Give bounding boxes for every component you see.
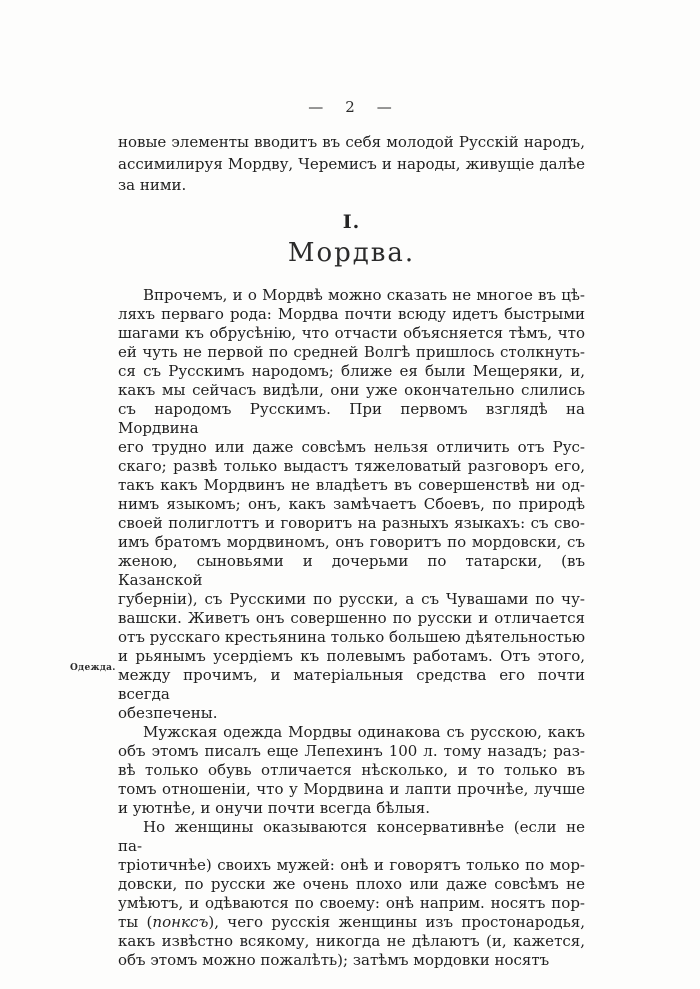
text-line: скаго; развѣ только выдастъ тяжеловатый разговоръ его, bbox=[118, 457, 585, 475]
page-header bbox=[0, 98, 700, 116]
text-line: какъ извѣстно всякому, никогда не дѣлаютъ (и, кажется, bbox=[118, 932, 585, 950]
text-line: какъ мы сейчасъ видѣли, они уже окончательно слились bbox=[118, 381, 585, 399]
text-line: обезпечены. bbox=[118, 704, 218, 722]
text-line: и рьянымъ усердіемъ къ полевымъ работамъ. Отъ этого, bbox=[118, 647, 585, 665]
margin-note: Одежда. bbox=[70, 663, 116, 673]
text-line: довски, по русски же очень плохо или даже совсѣмъ не bbox=[118, 875, 585, 893]
text-line: съ народомъ Русскимъ. При первомъ взглядѣ на Мордвина bbox=[118, 400, 585, 437]
text-line: и уютнѣе, и онучи почти всегда бѣлыя. bbox=[118, 799, 431, 817]
text-line: нимъ языкомъ; онъ, какъ замѣчаетъ Сбоевъ, по природѣ bbox=[118, 495, 585, 513]
text-line: объ этомъ писалъ еще Лепехинъ 100 л. тому назадъ; раз- bbox=[118, 742, 585, 760]
text-line: ассимилируя Мордву, Черемисъ и народы, живущіе далѣе bbox=[118, 154, 585, 173]
text-line: своей полиглоттъ и говоритъ на разныхъ языкахъ: съ сво- bbox=[118, 514, 585, 532]
text-line: новые элементы вводитъ въ себя молодой Русскій народъ, bbox=[118, 133, 585, 151]
header-left-dash: — bbox=[308, 98, 324, 116]
text-line: его трудно или даже совсѣмъ нельзя отличить отъ Рус- bbox=[118, 438, 585, 456]
text-line: ей чуть не первой по средней Волгѣ пришлось столкнуть- bbox=[118, 343, 585, 361]
text-line: умѣютъ, и одѣваются по своему: онѣ наприм. носятъ пор- bbox=[118, 894, 585, 912]
text-line: объ этомъ можно пожалѣть); затѣмъ мордовки носятъ bbox=[118, 951, 550, 969]
text-line: за ними. bbox=[118, 176, 187, 194]
text-line: губерніи), съ Русскими по русски, а съ Чувашами по чу- bbox=[118, 590, 585, 608]
text-line: ся съ Русскимъ народомъ; ближе ея были Мещеряки, и, bbox=[118, 362, 585, 380]
page-number: 2 bbox=[345, 98, 355, 116]
body-text-block bbox=[118, 286, 585, 970]
text-line: томъ отношеніи, что у Мордвина и лапти прочнѣе, лучше bbox=[118, 780, 585, 798]
text-line: шагами къ обрусѣнію, что отчасти объясняется тѣмъ, что bbox=[118, 324, 585, 342]
continuation-paragraph bbox=[118, 132, 585, 197]
text-line: Впрочемъ, и о Мордвѣ можно сказать не многое въ цѣ- bbox=[143, 286, 585, 304]
text-line: Мужская одежда Мордвы одинакова съ русскою, какъ bbox=[143, 723, 585, 741]
section-numeral: I. bbox=[342, 211, 361, 233]
header-right-dash: — bbox=[376, 98, 392, 116]
text-line: вѣ только обувь отличается нѣсколько, и то только въ bbox=[118, 761, 585, 779]
text-line: отъ русскаго крестьянина только большею дѣятельностью bbox=[118, 628, 585, 646]
text-line: между прочимъ, и матеріальныя средства его почти всегда bbox=[118, 666, 585, 703]
text-line: вашски. Живетъ онъ совершенно по русски и отличается bbox=[118, 609, 585, 627]
italic-term: понксъ bbox=[152, 913, 209, 931]
text-line: Но женщины оказываются консервативнѣе (если не па- bbox=[118, 818, 585, 855]
text-line: такъ какъ Мордвинъ не владѣетъ въ совершенствѣ ни од- bbox=[118, 476, 585, 494]
text-line: женою, сыновьями и дочерьми по татарски, (въ Казанской bbox=[118, 552, 585, 589]
section-title: Мордва. bbox=[287, 238, 416, 268]
text-line: ляхъ перваго рода: Мордва почти всюду идетъ быстрыми bbox=[118, 305, 585, 323]
text-line: ты (понксъ), чего русскія женщины изъ простонародья, bbox=[118, 913, 585, 931]
text-line: имъ братомъ мордвиномъ, онъ говоритъ по мордовски, съ bbox=[118, 533, 585, 551]
text-line: тріотичнѣе) своихъ мужей: онѣ и говорятъ только по мор- bbox=[118, 856, 585, 874]
